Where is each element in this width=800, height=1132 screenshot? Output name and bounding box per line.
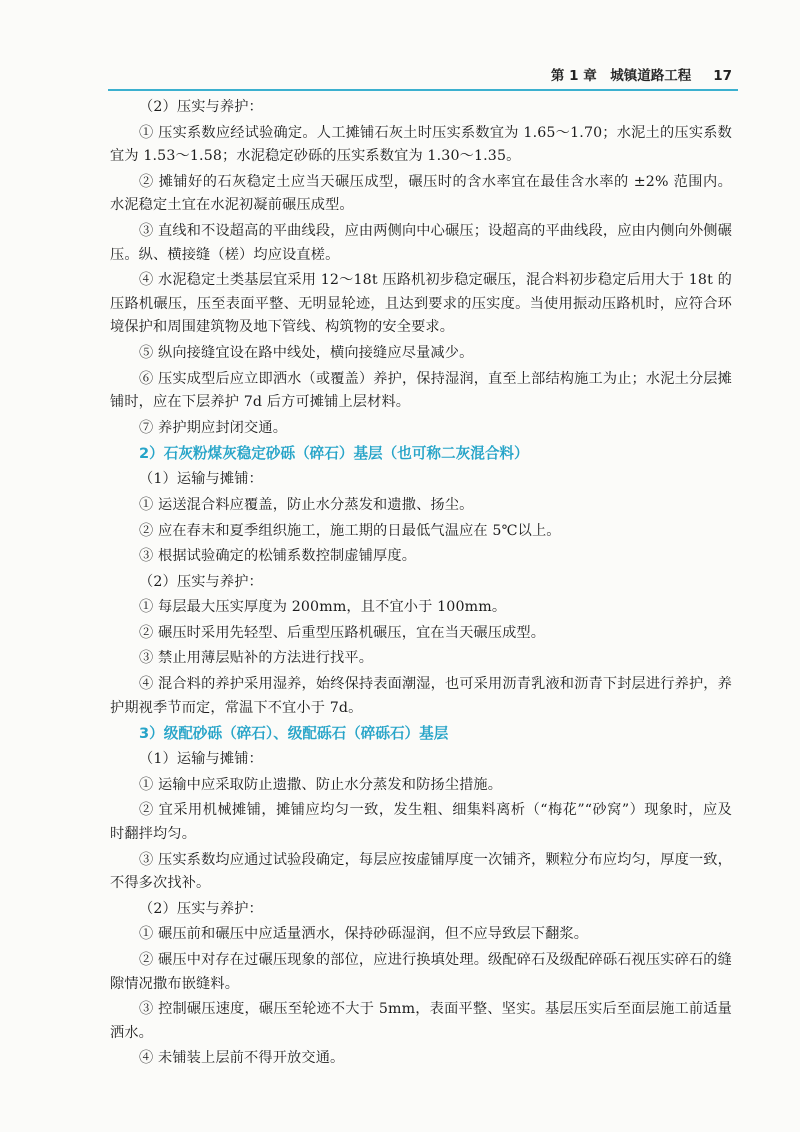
paragraph: ⑦ 养护期应封闭交通。 — [139, 419, 288, 436]
paragraph: ③ 压实系数均应通过试验段确定，每层应按虚铺厚度一次铺齐，颗粒分布应均匀，厚度一致，不得多次找补。 — [110, 851, 732, 892]
paragraph: ③ 控制碾压速度，碾压至轮迹不大于 5mm，表面平整、坚实。基层压实后至面层施工前适量洒水。 — [110, 1001, 732, 1041]
paragraph: ① 每层最大压实厚度为 200mm，且不宜小于 100mm。 — [139, 599, 507, 616]
paragraph: ② 碾压中对存在过碾压现象的部位，应进行换填处理。级配碎石及级配碎砾石视压实碎石的缝隙情况撒布嵌缝料。 — [110, 952, 732, 992]
paragraph: ① 碾压前和碾压中应适量洒水，保持砂砾湿润，但不应导致层下翻浆。 — [139, 926, 589, 943]
paragraph: ④ 混合料的养护采用湿养，始终保持表面潮湿，也可采用沥青乳液和沥青下封层进行养护，养护期视季节而定，常温下不宜小于 7d。 — [110, 676, 732, 716]
paragraph: （2）压实与养护： — [139, 99, 263, 115]
paragraph: （2）压实与养护： — [139, 900, 263, 917]
paragraph: ② 摊铺好的石灰稳定土应当天碾压成型，碾压时的含水率宜在最佳含水率的 ±2% 范围内。水泥稳定土宜在水泥初凝前碾压成型。 — [110, 173, 732, 214]
section-heading: 3）级配砂砾（碎石）、级配砾石（碎砾石）基层 — [139, 725, 449, 743]
paragraph: ③ 直线和不设超高的平曲线段，应由两侧向中心碾压；设超高的平曲线段，应由内侧向外侧碾压。纵、横接缝（槎）均应设直槎。 — [110, 222, 732, 263]
body-text — [110, 96, 732, 1073]
page-header — [108, 58, 738, 88]
paragraph: ② 碾压时采用先轻型、后重型压路机碾压，宜在当天碾压成型。 — [139, 624, 546, 641]
paragraph: （2）压实与养护： — [139, 573, 263, 590]
paragraph: ① 运输中应采取防止遗撒、防止水分蒸发和防扬尘措施。 — [139, 776, 503, 793]
paragraph: （1）运输与摊铺： — [139, 751, 263, 768]
paragraph: ③ 根据试验确定的松铺系数控制虚铺厚度。 — [139, 548, 417, 565]
paragraph: ③ 禁止用薄层贴补的方法进行找平。 — [139, 650, 374, 667]
paragraph: ⑥ 压实成型后应立即洒水（或覆盖）养护，保持湿润，直至上部结构施工为止；水泥土分层摊铺时，应在下层养护 7d 后方可摊铺上层材料。 — [110, 370, 732, 411]
header-rule — [108, 89, 738, 91]
chapter-title: 第 1 章 城镇道路工程 — [550, 68, 692, 84]
paragraph: （1）运输与摊铺： — [139, 471, 263, 488]
paragraph: ① 压实系数应经试验确定。人工摊铺石灰土时压实系数宜为 1.65～1.70；水泥土的压实系数宜为 1.53～1.58；水泥稳定砂砾的压实系数宜为 1.30～1.35。 — [110, 124, 732, 165]
paragraph: ② 应在春末和夏季组织施工，施工期的日最低气温应在 5℃以上。 — [139, 522, 561, 539]
paragraph: ④ 未铺装上层前不得开放交通。 — [139, 1050, 345, 1067]
paragraph: ② 宜采用机械摊铺，摊铺应均匀一致，发生粗、细集料离析（“梅花”“砂窝”）现象时，应及时翻拌均匀。 — [110, 802, 732, 843]
paragraph: ① 运送混合料应覆盖，防止水分蒸发和遗撒、扬尘。 — [139, 496, 474, 513]
section-heading: 2）石灰粉煤灰稳定砂砾（碎石）基层（也可称二灰混合料） — [139, 445, 529, 463]
running-head — [551, 64, 732, 84]
paragraph: ⑤ 纵向接缝宜设在路中线处，横向接缝应尽量减少。 — [139, 344, 474, 361]
page-number: 17 — [713, 68, 732, 84]
paragraph: ④ 水泥稳定土类基层宜采用 12～18t 压路机初步稳定碾压，混合料初步稳定后用大于 18t 的压路机碾压，压至表面平整、无明显轮迹，且达到要求的压实度。当使用振动压路机时，应符合环境保护和周围建筑物及地下管线、构筑物的安全要求。 — [110, 272, 732, 336]
